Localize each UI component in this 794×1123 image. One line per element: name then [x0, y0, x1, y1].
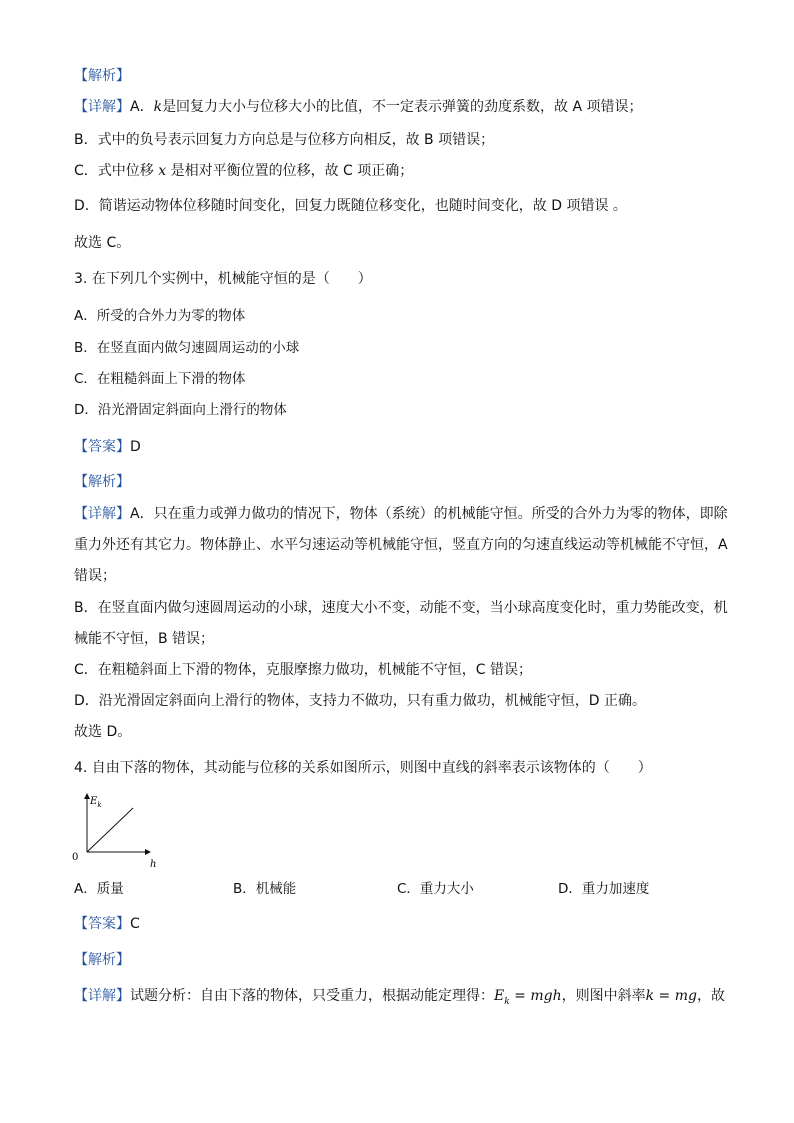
detail-q3-a3: 错误；	[74, 568, 116, 584]
detail-q3-a1	[74, 504, 728, 524]
answer-tag: 【答案】	[74, 916, 130, 932]
text: 是相对平衡位置的位移，故 C 项正确；	[166, 163, 414, 179]
analysis-heading-2: 【解析】	[74, 68, 130, 84]
detail-q3-b1: B．在竖直面内做匀速圆周运动的小球，速度大小不变，动能不变，当小球高度变化时，重力势能改变，机	[74, 600, 728, 616]
detail-q3-a2: 重力外还有其它力。物体静止、水平匀速运动等机械能守恒，竖直方向的匀速直线运动等机械能不守恒，A	[74, 537, 728, 553]
equation-ek: $E_k$ = mgh	[494, 988, 562, 1007]
detail-q2-c	[74, 161, 413, 181]
question-4: 4. 自由下落的物体，其动能与位移的关系如图所示，则图中直线的斜率表示该物体的（ ）	[74, 760, 652, 776]
answer-value: D	[130, 439, 141, 455]
text: C．式中位移	[74, 163, 159, 179]
analysis-heading-4: 【解析】	[74, 952, 130, 968]
ek-line	[87, 808, 133, 852]
select-q2: 故选 C。	[74, 235, 131, 251]
q3-option-b: B．在竖直面内做匀速圆周运动的小球	[74, 340, 300, 356]
select-q3: 故选 D。	[74, 724, 132, 740]
detail-q4	[74, 986, 725, 1012]
detail-tag: 【详解】	[74, 988, 130, 1004]
y-label: $E_k$	[90, 796, 102, 809]
detail-q2-d: D．简谐运动物体位移随时间变化，回复力既随位移变化，也随时间变化，故 D 项错误 。	[74, 198, 627, 214]
text: 是回复力大小与位移大小的比值，不一定表示弹簧的劲度系数，故 A 项错误；	[162, 99, 643, 115]
answer-3	[74, 437, 141, 457]
q3-option-c: C．在粗糙斜面上下滑的物体	[74, 371, 246, 387]
detail-q2-a	[74, 97, 643, 117]
detail-tag: 【详解】	[74, 506, 130, 522]
var-k: k	[153, 99, 163, 115]
origin-label: 0	[72, 852, 79, 863]
analysis-heading-3: 【解析】	[74, 474, 130, 490]
text: A．	[130, 99, 154, 115]
q3-option-a: A．所受的合外力为零的物体	[74, 308, 246, 324]
x-label: h	[150, 859, 157, 870]
detail-tag: 【详解】	[74, 99, 130, 115]
text: 试题分析：自由下落的物体，只受重力，根据动能定理得：	[130, 988, 494, 1004]
answer-tag: 【答案】	[74, 439, 130, 455]
text: ，则图中斜率	[561, 988, 646, 1004]
answer-4	[74, 914, 140, 934]
q4-option-c: C．重力大小	[397, 881, 474, 897]
detail-q3-c: C．在粗糙斜面上下滑的物体，克服摩擦力做功，机械能不守恒，C 错误；	[74, 662, 532, 678]
q3-option-d: D．沿光滑固定斜面向上滑行的物体	[74, 402, 287, 418]
question-3: 3. 在下列几个实例中，机械能守恒的是（ ）	[74, 271, 372, 287]
q4-option-d: D．重力加速度	[558, 881, 650, 897]
answer-value: C	[130, 916, 140, 932]
detail-q3-d: D．沿光滑固定斜面向上滑行的物体，支持力不做功，只有重力做功，机械能守恒，D 正确。	[74, 693, 647, 709]
equation-k: k = mg	[645, 988, 697, 1004]
q4-option-b: B．机械能	[233, 881, 297, 897]
ek-h-graph	[68, 788, 168, 874]
q4-option-a: A．质量	[74, 881, 124, 897]
text: ，故	[696, 988, 725, 1004]
text: A．只在重力或弹力做功的情况下，物体（系统）的机械能守恒。所受的合外力为零的物体，即除	[130, 506, 728, 522]
detail-q2-b: B．式中的负号表示回复力方向总是与位移方向相反，故 B 项错误；	[74, 132, 495, 148]
detail-q3-b2: 械能不守恒，B 错误；	[74, 631, 215, 647]
var-x: x	[158, 163, 167, 179]
